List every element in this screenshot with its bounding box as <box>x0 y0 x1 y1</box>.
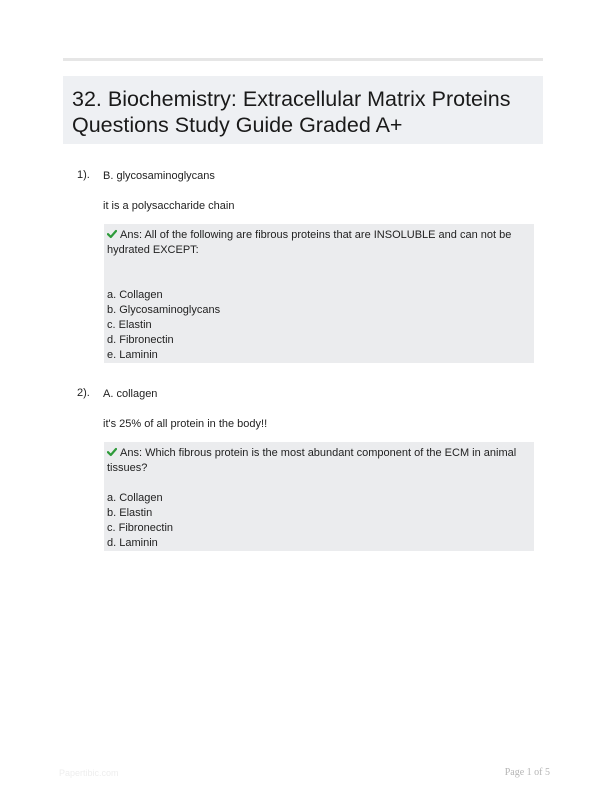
page-title: 32. Biochemistry: Extracellular Matrix Proteins Questions Study Guide Graded A+ <box>72 87 511 137</box>
check-icon <box>107 447 117 457</box>
answer-prompt: Ans: Which fibrous protein is the most abundant component of the ECM in animal tissues? <box>107 447 517 474</box>
answer-prompt-line <box>107 446 528 476</box>
option-item: b. Glycosaminoglycans <box>107 304 221 316</box>
option-item: e. Laminin <box>107 349 158 361</box>
question-explanation: it is a polysaccharide chain <box>103 200 235 212</box>
question-number: 2). <box>77 387 90 399</box>
option-item: b. Elastin <box>107 507 153 519</box>
question-explanation: it's 25% of all protein in the body!! <box>103 418 268 430</box>
options-list <box>107 288 528 363</box>
option-item: c. Fibronectin <box>107 522 174 534</box>
check-icon <box>107 229 117 239</box>
answer-prompt: Ans: All of the following are fibrous proteins that are INSOLUBLE and can not be hydrated EXCEPT: <box>107 229 512 256</box>
option-item: a. Collagen <box>107 289 163 301</box>
option-item: d. Fibronectin <box>107 334 174 346</box>
page-number: Page 1 of 5 <box>504 767 550 778</box>
question-answer: A. collagen <box>103 388 158 400</box>
top-divider <box>63 58 543 61</box>
question-answer: B. glycosaminoglycans <box>103 170 215 182</box>
option-item: a. Collagen <box>107 492 163 504</box>
footer-watermark: Papertibic.com <box>59 768 119 778</box>
answer-prompt-line <box>107 228 528 258</box>
options-list <box>107 491 528 551</box>
option-item: d. Laminin <box>107 537 158 549</box>
answer-box <box>104 224 534 363</box>
answer-box <box>104 442 534 551</box>
title-banner <box>63 76 543 144</box>
option-item: c. Elastin <box>107 319 152 331</box>
question-number: 1). <box>77 169 90 181</box>
